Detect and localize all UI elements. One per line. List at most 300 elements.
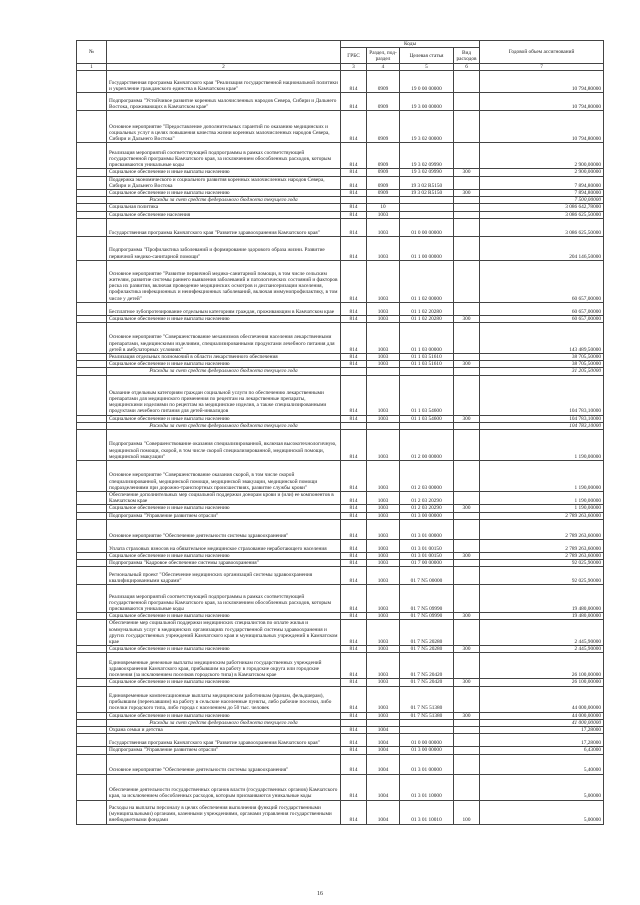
row-section: 1003 [367, 567, 400, 585]
row-grbs: 814 [341, 646, 367, 653]
row-grbs: 814 [341, 774, 367, 800]
row-exptype: 300 [454, 315, 480, 322]
row-exptype [454, 719, 480, 726]
row-exptype [454, 512, 480, 519]
row-exptype [454, 197, 480, 204]
row-exptype [454, 585, 480, 613]
row-num [77, 585, 107, 613]
row-amount: 3 086 625,50000 [480, 211, 604, 218]
row-target [400, 204, 454, 211]
row-num [77, 169, 107, 176]
row-target: 01 3 01 00000 [400, 519, 454, 539]
row-amount: 1 190,00000 [480, 492, 604, 505]
row-name: Реализация мероприятий соответствующей подпрограммы в рамках соответствующей государственной программы Камчатского края, за исключением обособленных расходов, которым присваиваются уникальные коды [107, 585, 341, 613]
row-target: 01 7 N5 09990 [400, 585, 454, 613]
table-row [77, 93, 604, 111]
row-target: 01 3 01 00150 [400, 539, 454, 552]
row-name: Подпрограмма "Профилактика заболеваний и формирование здорового образа жизни. Развитие первичной медико-санитарной помощи" [107, 236, 341, 260]
row-amount: 41 000,00000 [480, 719, 604, 726]
row-num [77, 260, 107, 302]
row-num [77, 567, 107, 585]
table-row [77, 111, 604, 143]
row-target: 19 3 00 00000 [400, 93, 454, 111]
row-num [77, 93, 107, 111]
row-grbs: 814 [341, 176, 367, 189]
row-exptype: 300 [454, 169, 480, 176]
row-section: 1004 [367, 754, 400, 774]
row-num [77, 461, 107, 492]
row-amount: 1 190,00000 [480, 430, 604, 461]
row-amount: 19 480,00000 [480, 585, 604, 613]
row-section: 1003 [367, 686, 400, 712]
row-target: 01 3 01 10000 [400, 774, 454, 800]
row-target: 19 3 02 R5150 [400, 176, 454, 189]
row-amount: 2 445,90000 [480, 646, 604, 653]
table-row [77, 505, 604, 512]
row-target: 01 7 N5 09990 [400, 613, 454, 620]
row-num [77, 111, 107, 143]
col-number: 5 [400, 64, 454, 71]
row-amount: 143 489,50000 [480, 323, 604, 354]
row-section: 1003 [367, 512, 400, 519]
row-num [77, 734, 107, 747]
row-target [400, 197, 454, 204]
row-num [77, 679, 107, 686]
table-row [77, 302, 604, 315]
row-section: 1004 [367, 734, 400, 747]
row-exptype [454, 686, 480, 712]
header-name [107, 41, 341, 64]
col-number: 2 [107, 64, 341, 71]
table-row [77, 315, 604, 322]
table-row [77, 552, 604, 559]
table-row [77, 613, 604, 620]
row-grbs [341, 368, 367, 375]
row-num [77, 361, 107, 368]
row-target: 01 2 00 00000 [400, 430, 454, 461]
row-name: Социальное обеспечение и иные выплаты населению [107, 169, 341, 176]
row-num [77, 560, 107, 567]
row-num [77, 176, 107, 189]
row-section: 1003 [367, 519, 400, 539]
row-num [77, 354, 107, 361]
row-grbs: 814 [341, 679, 367, 686]
row-grbs: 814 [341, 361, 367, 368]
table-row-federal-note [77, 422, 604, 429]
row-amount: 60 657,00000 [480, 260, 604, 302]
row-amount: 38 705,50000 [480, 361, 604, 368]
row-name: Социальное обеспечение и иные выплаты населению [107, 505, 341, 512]
row-num [77, 211, 107, 218]
row-section: 1003 [367, 653, 400, 679]
table-row [77, 519, 604, 539]
row-grbs: 814 [341, 236, 367, 260]
row-target: 01 7 N5 51380 [400, 712, 454, 719]
row-section: 0909 [367, 111, 400, 143]
row-amount: 2 900,00000 [480, 143, 604, 169]
row-exptype [454, 430, 480, 461]
row-amount: 7 894,80000 [480, 190, 604, 197]
row-num [77, 519, 107, 539]
row-amount: 31 205,50000 [480, 368, 604, 375]
row-num [77, 620, 107, 646]
row-num [77, 505, 107, 512]
row-exptype [454, 218, 480, 236]
row-amount: 44 000,00000 [480, 686, 604, 712]
row-name: Основное мероприятие "Совершенствование механизмов обеспечения населения лекарственными препаратами, медицинскими изделиями, специализированными продуктами лечебного питания для детей в амбулаторных условиях" [107, 323, 341, 354]
row-grbs: 814 [341, 71, 367, 93]
table-row-federal-note [77, 719, 604, 726]
header-amount: Годовой объем ассигнований [480, 41, 604, 64]
row-target: 19 3 02 09990 [400, 143, 454, 169]
row-grbs: 814 [341, 712, 367, 719]
row-name: Региональный проект "Обеспечение медицинских организаций системы здравоохранения квалифицированными кадрами" [107, 567, 341, 585]
row-num [77, 800, 107, 824]
page-number: 16 [317, 891, 323, 897]
row-target: 01 3 01 10010 [400, 800, 454, 824]
row-amount: 104 783,10000 [480, 422, 604, 429]
row-exptype: 300 [454, 505, 480, 512]
row-num [77, 774, 107, 800]
col-number: 3 [341, 64, 367, 71]
table-row [77, 560, 604, 567]
row-amount: 26 100,00000 [480, 679, 604, 686]
row-amount: 10 794,80000 [480, 71, 604, 93]
row-name: Расходы за счет средств федерального бюджета текущего года [107, 719, 341, 726]
row-grbs: 814 [341, 218, 367, 236]
row-exptype [454, 774, 480, 800]
row-target: 01 7 N5 51380 [400, 686, 454, 712]
header-exptype: Вид расходов [454, 48, 480, 64]
table-row [77, 492, 604, 505]
row-amount: 60 657,00000 [480, 315, 604, 322]
row-name: Основное мероприятие "Предоставление дополнительных гарантий по оказанию медицинских и социальных услуг в целях повышения качества жизни коренных малочисленных народов Севера, Сибири и Дальнего Востока" [107, 111, 341, 143]
row-num [77, 323, 107, 354]
row-grbs: 814 [341, 519, 367, 539]
row-name: Социальное обеспечение и иные выплаты населению [107, 190, 341, 197]
table-row [77, 679, 604, 686]
row-grbs: 814 [341, 613, 367, 620]
row-grbs: 814 [341, 754, 367, 774]
row-name: Подпрограмма "Кадровое обеспечение системы здравоохранения" [107, 560, 341, 567]
row-section: 1003 [367, 354, 400, 361]
row-exptype [454, 354, 480, 361]
row-num [77, 197, 107, 204]
row-grbs: 814 [341, 567, 367, 585]
row-name: Расходы за счет средств федерального бюджета текущего года [107, 422, 341, 429]
row-section [367, 422, 400, 429]
row-name: Подпрограмма "Совершенствование оказания специализированной, включая высокотехнологичную, медицинской помощи, скорой, в том числе скорой специализированной, медицинской помощи, медицинской эвакуации" [107, 430, 341, 461]
row-num [77, 430, 107, 461]
row-name: Оказание отдельным категориям граждан социальной услуги по обеспечению лекарственными препаратами для медицинского применения по рецептам на лекарственные препараты, медицинскими изделиями по рецептам на медицинские изделия, а также специализированными продуктами лечебного питания для детей-инвалидов [107, 375, 341, 415]
row-exptype: 100 [454, 800, 480, 824]
row-name: Единовременные денежные выплаты медицинским работникам государственных учреждений здравоохранения Камчатского края, прибывшим на работу в городские округа или городские поселения (за исключением поселков городского типа) в Камчатском крае [107, 653, 341, 679]
header-section: Раздел, под-раздел [367, 48, 400, 64]
row-section: 1003 [367, 646, 400, 653]
col-number: 4 [367, 64, 400, 71]
row-grbs: 814 [341, 539, 367, 552]
row-grbs: 814 [341, 211, 367, 218]
row-amount: 5,40000 [480, 754, 604, 774]
row-amount: 5,00000 [480, 774, 604, 800]
row-section: 1003 [367, 492, 400, 505]
row-section: 1003 [367, 712, 400, 719]
row-grbs: 814 [341, 93, 367, 111]
row-exptype [454, 461, 480, 492]
table-row [77, 727, 604, 734]
table-row [77, 653, 604, 679]
table-row [77, 204, 604, 211]
row-num [77, 368, 107, 375]
row-section: 1003 [367, 375, 400, 415]
row-name: Социальное обеспечение населения [107, 211, 341, 218]
row-num [77, 512, 107, 519]
row-exptype [454, 368, 480, 375]
row-exptype [454, 211, 480, 218]
header-num: № [77, 41, 107, 64]
row-amount: 2 445,90000 [480, 620, 604, 646]
row-exptype: 300 [454, 415, 480, 422]
row-grbs: 814 [341, 585, 367, 613]
row-section: 1003 [367, 430, 400, 461]
row-amount: 44 000,00000 [480, 712, 604, 719]
row-amount: 2 789 263,60000 [480, 512, 604, 519]
row-exptype [454, 111, 480, 143]
row-section: 1003 [367, 585, 400, 613]
row-name: Основное мероприятие "Совершенствование оказания скорой, в том числе скорой специализированной, медицинской помощи, медицинской эвакуации, медицинской помощи подразделениями при дорожно-транспортных происшествиях, развитие службы крови" [107, 461, 341, 492]
row-target: 01 1 03 51610 [400, 361, 454, 368]
row-target: 01 3 00 00000 [400, 512, 454, 519]
row-name: Расходы на выплаты персоналу в целях обеспечения выполнения функций государственными (муниципальными) органами, казенными учреждениями, органами управления государственными внебюджетными фондами [107, 800, 341, 824]
table-row [77, 236, 604, 260]
row-grbs [341, 719, 367, 726]
row-section: 1003 [367, 323, 400, 354]
row-num [77, 613, 107, 620]
row-exptype [454, 747, 480, 754]
table-row [77, 323, 604, 354]
row-exptype: 300 [454, 712, 480, 719]
row-amount: 3 086 625,50000 [480, 218, 604, 236]
table-row-federal-note [77, 368, 604, 375]
row-amount: 60 657,00000 [480, 302, 604, 315]
table-row [77, 774, 604, 800]
table-body [77, 71, 604, 824]
row-section: 1003 [367, 613, 400, 620]
row-amount: 6,43000 [480, 747, 604, 754]
row-num [77, 415, 107, 422]
table-row [77, 712, 604, 719]
table-row [77, 375, 604, 415]
row-target: 01 1 03 51610 [400, 354, 454, 361]
row-exptype [454, 143, 480, 169]
row-name: Основное мероприятие "Обеспечение деятельности системы здравоохранения" [107, 519, 341, 539]
row-grbs: 814 [341, 169, 367, 176]
row-target: 01 3 01 00150 [400, 552, 454, 559]
row-num [77, 747, 107, 754]
table-row [77, 734, 604, 747]
header-grbs: ГРБС [341, 48, 367, 64]
row-grbs: 814 [341, 461, 367, 492]
row-target: 19 3 02 00000 [400, 111, 454, 143]
row-target: 01 7 N5 20420 [400, 679, 454, 686]
row-section [367, 719, 400, 726]
row-section: 0909 [367, 176, 400, 189]
table-row [77, 260, 604, 302]
row-num [77, 727, 107, 734]
row-grbs: 814 [341, 505, 367, 512]
row-exptype [454, 754, 480, 774]
row-amount: 17,28000 [480, 727, 604, 734]
row-num [77, 218, 107, 236]
table-row [77, 646, 604, 653]
row-num [77, 539, 107, 552]
row-exptype [454, 422, 480, 429]
row-section: 0909 [367, 143, 400, 169]
row-section: 1003 [367, 679, 400, 686]
table-row [77, 176, 604, 189]
row-exptype [454, 93, 480, 111]
row-name: Обеспечение мер социальной поддержки медицинских специалистов по оплате жилья и коммунальных услуг в медицинских организациях государственной системы здравоохранения и других государственных учреждений Камчатского края и муниципальных учреждений в Камчатском крае [107, 620, 341, 646]
row-amount: 3 086 642,78000 [480, 204, 604, 211]
row-name: Уплата страховых взносов на обязательное медицинское страхование неработающего населения [107, 539, 341, 552]
row-exptype [454, 567, 480, 585]
table-row [77, 620, 604, 646]
table-row [77, 747, 604, 754]
row-section: 1003 [367, 218, 400, 236]
row-section: 1003 [367, 415, 400, 422]
row-section: 1004 [367, 727, 400, 734]
row-grbs: 814 [341, 800, 367, 824]
row-name: Реализация мероприятий соответствующей подпрограммы в рамках соответствующей государственной программы Камчатского края, за исключением обособленных расходов, которым присваиваются уникальные коды [107, 143, 341, 169]
budget-table-sheet [76, 40, 603, 825]
row-target: 01 1 02 20280 [400, 302, 454, 315]
row-name: Социальное обеспечение и иные выплаты населению [107, 315, 341, 322]
table-row [77, 71, 604, 93]
row-target: 01 7 N5 20420 [400, 653, 454, 679]
header-codes: Коды [341, 41, 480, 48]
row-name: Поддержка экономического и социального развития коренных малочисленных народов Севера, Сибири и Дальнего Востока [107, 176, 341, 189]
row-amount: 19 480,00000 [480, 613, 604, 620]
row-name: Социальное обеспечение и иные выплаты населению [107, 552, 341, 559]
row-section: 1004 [367, 774, 400, 800]
row-target [400, 211, 454, 218]
row-grbs: 814 [341, 260, 367, 302]
row-grbs: 814 [341, 727, 367, 734]
row-target [400, 368, 454, 375]
row-num [77, 302, 107, 315]
row-section: 1003 [367, 620, 400, 646]
row-grbs: 814 [341, 354, 367, 361]
row-target [400, 422, 454, 429]
table-row [77, 169, 604, 176]
col-number: 6 [454, 64, 480, 71]
row-section: 1003 [367, 461, 400, 492]
row-amount: 17,28000 [480, 734, 604, 747]
row-target: 01 7 N5 20280 [400, 620, 454, 646]
col-number: 1 [77, 64, 107, 71]
row-target [400, 719, 454, 726]
table-header [77, 41, 604, 71]
row-grbs: 814 [341, 111, 367, 143]
row-grbs: 814 [341, 734, 367, 747]
row-section: 1003 [367, 505, 400, 512]
row-amount: 1 190,00000 [480, 461, 604, 492]
row-target: 01 1 03 54600 [400, 415, 454, 422]
row-target: 19 3 02 09990 [400, 169, 454, 176]
row-section: 1003 [367, 260, 400, 302]
row-target: 01 1 02 00000 [400, 260, 454, 302]
row-grbs: 814 [341, 620, 367, 646]
row-exptype [454, 734, 480, 747]
row-name: Расходы за счет средств федерального бюджета текущего года [107, 197, 341, 204]
table-row [77, 218, 604, 236]
row-target: 01 7 N5 00000 [400, 567, 454, 585]
row-num [77, 315, 107, 322]
row-num [77, 71, 107, 93]
row-num [77, 204, 107, 211]
row-amount: 2 789 263,60000 [480, 539, 604, 552]
row-amount: 104 783,10000 [480, 415, 604, 422]
row-target: 01 7 N5 20280 [400, 646, 454, 653]
row-name: Единовременные компенсационные выплаты медицинским работникам (врачам, фельдшерам), прибывшим (переехавшим) на работу в сельские населенные пункты, либо рабочие поселки, либо поселки городского типа, либо города с населением до 50 тыс. человек [107, 686, 341, 712]
row-target: 01 2 03 20290 [400, 492, 454, 505]
row-section: 0909 [367, 169, 400, 176]
row-target: 01 0 00 00000 [400, 218, 454, 236]
row-name: Основное мероприятие "Обеспечение деятельности системы здравоохранения" [107, 754, 341, 774]
table-row [77, 430, 604, 461]
row-grbs: 814 [341, 415, 367, 422]
row-amount: 38 705,50000 [480, 354, 604, 361]
row-exptype: 300 [454, 190, 480, 197]
row-exptype [454, 519, 480, 539]
row-exptype [454, 492, 480, 505]
row-target: 01 2 03 00000 [400, 461, 454, 492]
row-amount: 2 789 263,60000 [480, 519, 604, 539]
row-grbs: 814 [341, 430, 367, 461]
row-grbs: 814 [341, 747, 367, 754]
row-name: Государственная программа Камчатского края "Развитие здравоохранения Камчатского края" [107, 734, 341, 747]
row-amount: 2 900,00000 [480, 169, 604, 176]
row-grbs: 814 [341, 552, 367, 559]
table-row [77, 539, 604, 552]
table-row-federal-note [77, 197, 604, 204]
header-target: Целевая статья [400, 48, 454, 64]
table-row [77, 754, 604, 774]
row-grbs: 814 [341, 560, 367, 567]
table-row [77, 800, 604, 824]
row-amount: 92 025,90000 [480, 567, 604, 585]
row-name: Обеспечение деятельности государственных органов власти (государственных органов) Камчатского края, за исключением обособленных расходов, которым присваиваются уникальные коды [107, 774, 341, 800]
row-section: 1003 [367, 560, 400, 567]
row-exptype: 300 [454, 361, 480, 368]
row-exptype: 300 [454, 646, 480, 653]
row-num [77, 686, 107, 712]
row-grbs: 814 [341, 323, 367, 354]
row-exptype [454, 653, 480, 679]
table-row [77, 143, 604, 169]
row-exptype [454, 539, 480, 552]
row-amount: 5,00000 [480, 800, 604, 824]
row-grbs: 814 [341, 204, 367, 211]
row-section [367, 368, 400, 375]
row-name: Охрана семьи и детства [107, 727, 341, 734]
row-exptype [454, 302, 480, 315]
row-exptype [454, 323, 480, 354]
row-target: 01 7 00 00000 [400, 560, 454, 567]
row-num [77, 719, 107, 726]
table-row [77, 354, 604, 361]
row-num [77, 422, 107, 429]
